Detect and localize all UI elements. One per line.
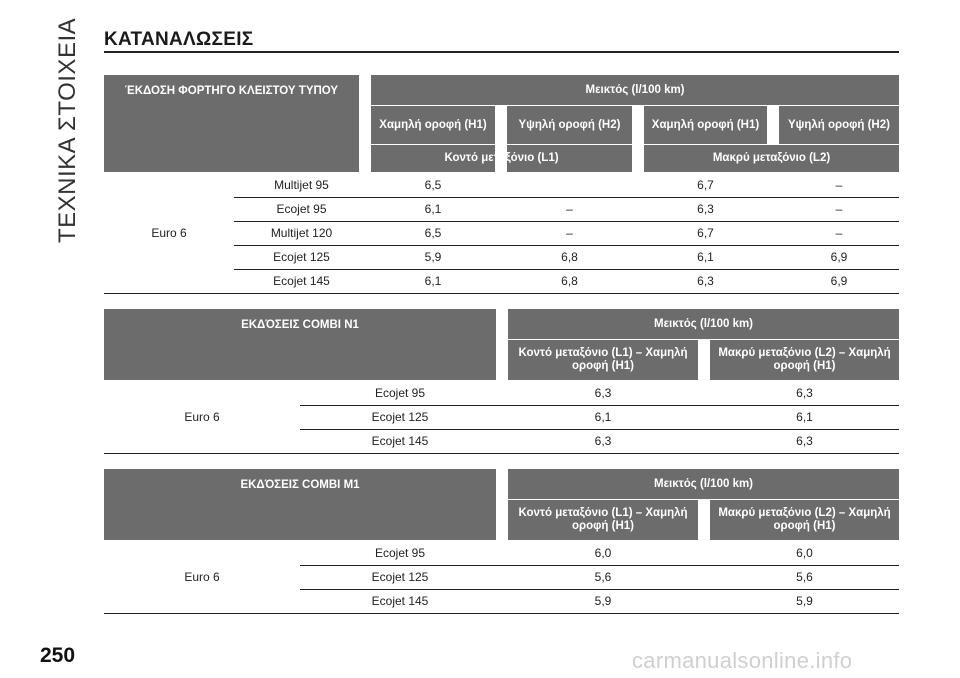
value-cell: 6,8 — [561, 274, 578, 288]
version-header: ΕΚΔΌΣΕΙΣ COMBI N1 — [241, 318, 359, 331]
wheelbase-header: Κοντό μεταξόνιο (L1) — [444, 152, 559, 164]
engine-label: Ecojet 145 — [371, 594, 429, 608]
value-cell: – — [835, 226, 843, 240]
header-gap — [496, 309, 508, 380]
value-cell: 6,5 — [424, 226, 442, 240]
value-cell — [507, 174, 632, 196]
group-label: Euro 6 — [151, 226, 187, 240]
table-bottom-rule — [104, 453, 899, 454]
roof-header: Υψηλή οροφή (H2) — [518, 118, 621, 131]
value-cell: 6,1 — [796, 410, 813, 424]
value-cell: 6,3 — [594, 434, 612, 448]
engine-label: Ecojet 145 — [273, 274, 330, 288]
mixed-header: Μεικτός (l/100 km) — [653, 477, 754, 490]
engine-label: Ecojet 125 — [273, 250, 330, 264]
value-cell: 5,6 — [796, 570, 813, 584]
version-header: ΕΚΔΌΣΕΙΣ COMBI M1 — [240, 478, 360, 491]
page-title: ΚΑΤΑΝΑΛΩΣΕΙΣ — [104, 29, 254, 50]
page-number: 250 — [40, 644, 76, 667]
column-header: Κοντό μεταξόνιο (L1) – Χαμηλή οροφή (H1) — [518, 507, 688, 532]
value-cell: 6,3 — [796, 434, 813, 448]
value-cell: 6,0 — [594, 546, 612, 560]
mixed-header: Μεικτός (l/100 km) — [653, 317, 754, 330]
value-cell: 5,9 — [594, 594, 612, 608]
column-header: Μακρύ μεταξόνιο (L2) – Χαμηλή οροφή (H1) — [718, 507, 891, 532]
engine-label: Multijet 120 — [270, 226, 333, 240]
table-combi-n1 — [104, 309, 899, 455]
value-cell: – — [566, 226, 573, 240]
value-cell: – — [835, 202, 843, 216]
sidebar-label: ΤΕΧΝΙΚΑ ΣΤΟΙΧΕΙΑ — [54, 17, 81, 243]
group-label: Euro 6 — [184, 410, 220, 424]
watermark: carmanualsonline.info — [632, 648, 853, 673]
header-gap — [496, 469, 508, 540]
value-cell: 5,6 — [594, 570, 612, 584]
value-cell: 6,3 — [796, 386, 813, 400]
engine-label: Ecojet 125 — [371, 410, 429, 424]
roof-header: Χαμηλή οροφή (H1) — [379, 118, 487, 131]
value-cell: 6,3 — [697, 202, 714, 216]
column-header: Μακρύ μεταξόνιο (L2) – Χαμηλή οροφή (H1) — [718, 347, 891, 372]
value-cell: 6,1 — [424, 202, 442, 216]
value-cell: 5,9 — [796, 594, 813, 608]
roof-header: Χαμηλή οροφή (H1) — [651, 118, 760, 131]
value-cell: – — [566, 202, 573, 216]
wheelbase-header: Μακρύ μεταξόνιο (L2) — [712, 152, 831, 164]
engine-label: Ecojet 95 — [374, 546, 426, 560]
value-cell: 6,5 — [424, 178, 442, 192]
table-combi-m1 — [104, 469, 899, 615]
value-cell: 6,7 — [697, 178, 714, 192]
table-bottom-rule — [104, 613, 899, 614]
group-label: Euro 6 — [184, 570, 220, 584]
value-cell: 6,8 — [561, 250, 578, 264]
value-cell: 6,0 — [796, 546, 813, 560]
engine-label: Ecojet 95 — [374, 386, 426, 400]
version-header: ΈΚΔΟΣΗ ΦΟΡΤΗΓΟ ΚΛΕΙΣΤΟΥ ΤΥΠΟΥ — [124, 84, 339, 97]
value-cell: 6,3 — [697, 274, 714, 288]
header-gap — [767, 106, 779, 144]
engine-label: Ecojet 125 — [371, 570, 429, 584]
value-cell: 6,9 — [830, 274, 848, 288]
header-gap — [698, 500, 710, 540]
mixed-header: Μεικτός (l/100 km) — [585, 83, 685, 96]
sidebar-section-tab — [52, 17, 82, 243]
value-cell: 6,1 — [594, 410, 612, 424]
value-cell: 6,9 — [830, 250, 848, 264]
value-cell: 5,9 — [424, 250, 442, 264]
engine-label: Multijet 95 — [274, 178, 329, 192]
value-cell: 6,7 — [697, 226, 714, 240]
value-cell: – — [835, 178, 843, 192]
value-cell: 6,1 — [697, 250, 714, 264]
column-header: Κοντό μεταξόνιο (L1) – Χαμηλή οροφή (H1) — [518, 347, 688, 372]
table-bottom-rule — [104, 293, 899, 294]
engine-label: Ecojet 145 — [371, 434, 429, 448]
header-gap — [359, 75, 371, 172]
value-cell: 6,3 — [594, 386, 612, 400]
engine-label: Ecojet 95 — [276, 202, 327, 216]
header-gap — [698, 340, 710, 380]
title-divider — [104, 51, 899, 53]
value-cell: 6,1 — [424, 274, 442, 288]
table-van-consumption — [104, 75, 899, 295]
header-gap — [632, 106, 644, 172]
roof-header: Υψηλή οροφή (H2) — [788, 118, 890, 131]
